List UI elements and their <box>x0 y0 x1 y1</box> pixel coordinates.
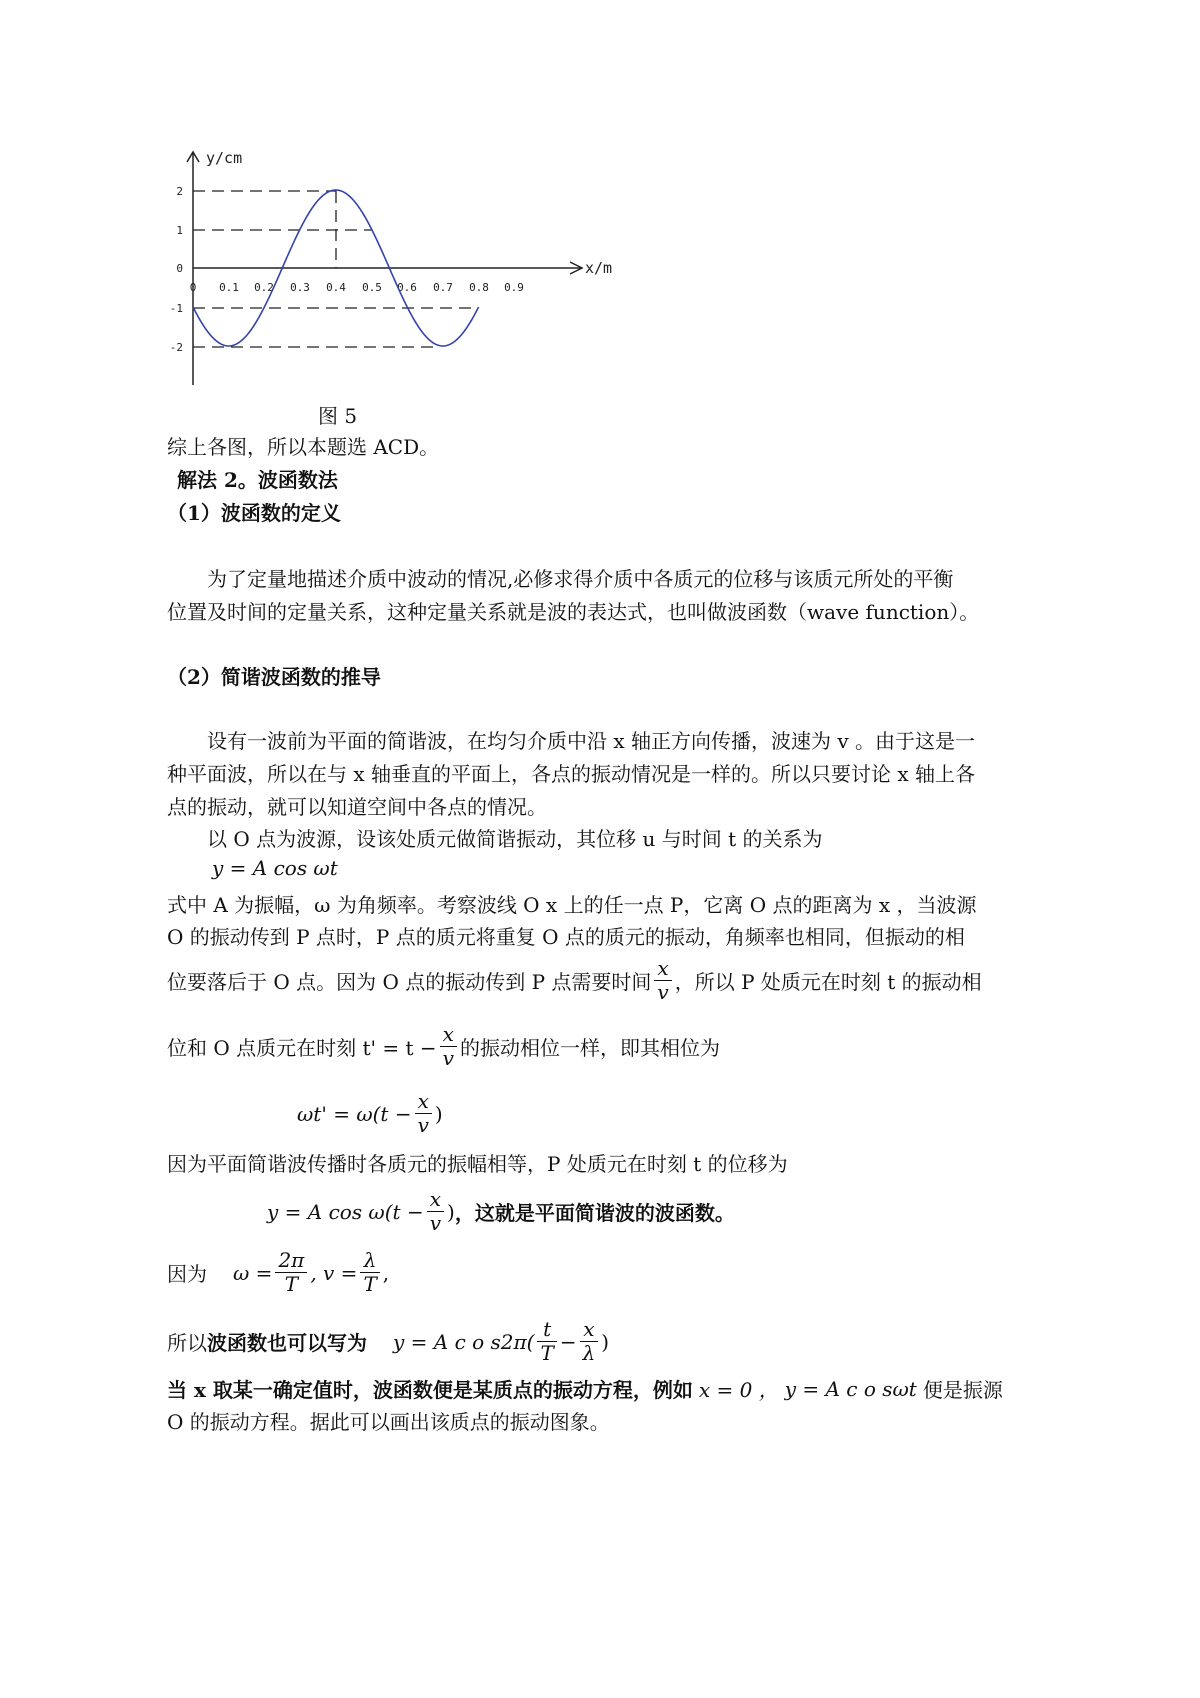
frac-num: x <box>440 1023 457 1047</box>
para4-line3 <box>167 957 982 1004</box>
para6-d: 便是振源 <box>922 1378 1003 1402</box>
frac-num: x <box>580 1318 599 1342</box>
frac-den: v <box>657 980 669 1004</box>
frac-den: T <box>284 1272 299 1296</box>
para6-b: x = 0 ， <box>698 1378 779 1402</box>
frac-den: v <box>429 1211 442 1235</box>
equation-3 <box>267 1188 735 1235</box>
para1-line2: 位置及时间的定量关系，这种定量关系就是波的表达式，也叫做波函数（wave function）。 <box>167 600 980 624</box>
figure-caption: 图 5 <box>318 404 358 428</box>
y-tick-m2: -2 <box>170 341 183 354</box>
y-tick-2: 2 <box>176 185 183 198</box>
y-axis-label: y/cm <box>206 150 243 167</box>
eq4-b: , v = <box>310 1260 358 1285</box>
eq2-lhs: ωt' = ω(t − <box>297 1101 412 1126</box>
para2-line3: 点的振动，就可以知道空间中各点的情况。 <box>167 795 547 819</box>
para5: 因为平面简谐波传播时各质元的振幅相等，P 处质元在时刻 t 的位移为 <box>167 1152 788 1176</box>
frac-num: x <box>415 1090 432 1114</box>
frac-num: 2π <box>275 1249 307 1273</box>
wave-figure <box>170 150 650 420</box>
frac-den: v <box>417 1113 429 1137</box>
x-tick-07: 0.7 <box>433 281 453 294</box>
x-tick-08: 0.8 <box>469 281 489 294</box>
fraction-t-over-T <box>537 1318 556 1365</box>
para6-c: y = A c o sωt <box>784 1376 917 1401</box>
para2-line2: 种平面波，所以在与 x 轴垂直的平面上，各点的振动情况是一样的。所以只要讨论 x 轴上各 <box>167 762 975 786</box>
para4-line4 <box>167 1023 720 1070</box>
para4-line3-b: ，所以 P 处质元在时刻 t 的振动相 <box>674 970 982 994</box>
x-tick-01: 0.1 <box>219 281 239 294</box>
x-tick-09: 0.9 <box>504 281 524 294</box>
y-tick-1: 1 <box>176 224 183 237</box>
frac-den: T <box>363 1272 377 1296</box>
equation-2 <box>297 1090 443 1137</box>
eq3-lhs: y = A cos ω(t − <box>267 1199 424 1224</box>
fraction-2pi-over-T <box>275 1249 307 1296</box>
equation-5 <box>167 1318 609 1365</box>
frac-den: λ <box>582 1341 596 1365</box>
eq2-rhs: ) <box>434 1101 443 1126</box>
section2-heading: （2）简谐波函数的推导 <box>167 665 381 689</box>
x-tick-04: 0.4 <box>326 281 346 294</box>
x-tick-03: 0.3 <box>290 281 310 294</box>
frac-num: λ <box>360 1249 379 1273</box>
so-bold: 波函数也可以写为 <box>207 1331 367 1355</box>
fraction-x-over-v <box>654 957 671 1004</box>
frac-num: x <box>654 957 671 981</box>
frac-num: t <box>537 1318 556 1342</box>
eq3-note: ，这就是平面简谐波的波函数。 <box>454 1201 735 1225</box>
para4-line4-a: 位和 O 点质元在时刻 t' = t − <box>167 1036 437 1060</box>
fraction-x-over-v-3 <box>415 1090 432 1137</box>
section1-heading: （1）波函数的定义 <box>167 501 341 525</box>
frac-den: T <box>540 1341 554 1365</box>
equation-1: y = A cos ωt <box>212 856 338 880</box>
eq5-a: y = A c o s2π( <box>393 1329 535 1354</box>
method2-heading: 解法 2。波函数法 <box>177 468 338 492</box>
so-prefix: 所以 <box>167 1331 207 1355</box>
para4-line1: 式中 A 为振幅，ω 为角频率。考察波线 O x 上的任一点 P，它离 O 点的距离为 x ，当波源 <box>167 893 977 917</box>
x-tick-06: 0.6 <box>397 281 417 294</box>
para6-a: 当 x 取某一确定值时，波函数便是某质点的振动方程，例如 <box>167 1378 693 1402</box>
para1-line1: 为了定量地描述介质中波动的情况,必修求得介质中各质元的位移与该质元所处的平衡 <box>207 567 954 591</box>
equation-4 <box>167 1249 389 1296</box>
eq3-rhs: ) <box>447 1199 455 1224</box>
fraction-lambda-over-T <box>360 1249 379 1296</box>
x-tick-0: 0 <box>189 281 197 294</box>
x-tick-02: 0.2 <box>254 281 274 294</box>
x-tick-05: 0.5 <box>362 281 382 294</box>
fraction-x-over-v-2 <box>440 1023 457 1070</box>
eq4-c: , <box>382 1260 390 1285</box>
eq5-minus: − <box>559 1329 577 1354</box>
x-axis-label: x/m <box>585 259 613 277</box>
eq4-a: ω = <box>233 1260 273 1285</box>
eq5-end: ) <box>601 1329 610 1354</box>
summary-line: 综上各图，所以本题选 ACD。 <box>167 435 440 459</box>
para3-line1: 以 O 点为波源，设该处质元做简谐振动，其位移 u 与时间 t 的关系为 <box>207 827 823 851</box>
frac-den: v <box>442 1046 454 1070</box>
y-tick-0: 0 <box>176 262 183 275</box>
y-tick-m1: -1 <box>170 302 183 315</box>
para4-line3-a: 位要落后于 O 点。因为 O 点的振动传到 P 点需要时间 <box>167 970 652 994</box>
para4-line2: O 的振动传到 P 点时，P 点的质元将重复 O 点的质元的振动，角频率也相同，但振动的相 <box>167 925 965 949</box>
frac-num: x <box>427 1188 444 1212</box>
para6-line1 <box>167 1374 1003 1403</box>
because-label: 因为 <box>167 1262 207 1286</box>
para2-line1: 设有一波前为平面的简谐波，在均匀介质中沿 x 轴正方向传播，波速为 v 。由于这是一 <box>207 729 976 753</box>
para6-line2: O 的振动方程。据此可以画出该质点的振动图象。 <box>167 1410 610 1434</box>
fraction-x-over-v-4 <box>427 1188 444 1235</box>
fraction-x-over-lambda <box>580 1318 599 1365</box>
para4-line4-b: 的振动相位一样，即其相位为 <box>459 1036 720 1060</box>
